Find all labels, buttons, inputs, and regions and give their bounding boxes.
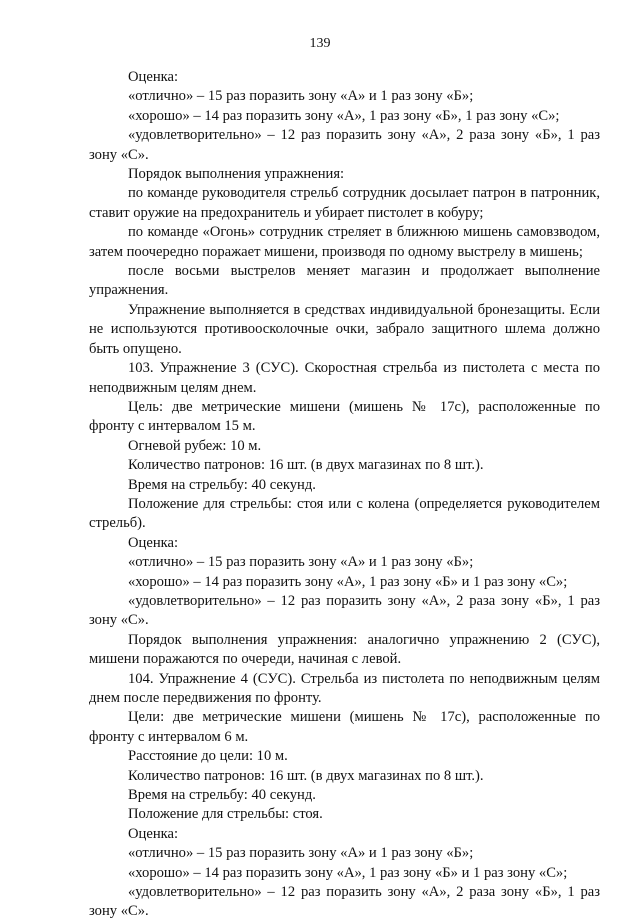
paragraph-scoring-heading: Оценка: xyxy=(128,534,179,551)
paragraph-targets: Цели: две метрические мишени (мишень № 17с), расположенные по фронту с интервалом 6 м. xyxy=(89,709,600,745)
paragraph-position: Положение для стрельбы: стоя или с колена (определяется руководителем стрельб). xyxy=(89,495,600,532)
paragraph-exercise-104: 104. Упражнение 4 (СУС). Стрельба из пистолета по неподвижным целям днем после передвижения по фронту. xyxy=(89,670,600,706)
paragraph-exercise-103: 103. Упражнение 3 (СУС). Скоростная стрельба из пистолета с места по неподвижным целям днем. xyxy=(89,360,600,396)
paragraph-scoring-heading: Оценка: xyxy=(128,69,179,85)
paragraph-procedure-step: по команде «Огонь» сотрудник стреляет в ближнюю мишень самовзводом, затем поочередно поражает мишени, производя по одному выстрелу в мишень; xyxy=(89,224,600,260)
paragraph-procedure-step: по команде руководителя стрельб сотрудник досылает патрон в патронник, ставит оружие на предохранитель и убирает пистолет в кобуру; xyxy=(89,185,600,221)
paragraph-procedure-heading: Порядок выполнения упражнения: xyxy=(128,166,345,183)
paragraph-ammo: Количество патронов: 16 шт. (в двух магазинах по 8 шт.). xyxy=(128,767,484,784)
paragraph-target: Цель: две метрические мишени (мишень № 17с), расположенные по фронту с интервалом 15 м. xyxy=(89,398,600,435)
paragraph-excellent: «отлично» – 15 раз поразить зону «А» и 1 раз зону «Б»; xyxy=(128,554,474,571)
paragraph-good: «хорошо» – 14 раз поразить зону «А», 1 раз зону «Б» и 1 раз зону «С»; xyxy=(128,573,568,590)
paragraph-good: «хорошо» – 14 раз поразить зону «А», 1 раз зону «Б» и 1 раз зону «С»; xyxy=(128,864,568,881)
paragraph-distance: Расстояние до цели: 10 м. xyxy=(128,748,288,765)
paragraph-position: Положение для стрельбы: стоя. xyxy=(128,806,323,823)
paragraph-ammo: Количество патронов: 16 шт. (в двух магазинах по 8 шт.). xyxy=(128,457,484,474)
paragraph-procedure: Порядок выполнения упражнения: аналогично упражнению 2 (СУС), мишени поражаются по очереди, начиная с левой. xyxy=(89,631,600,668)
paragraph-firing-line: Огневой рубеж: 10 м. xyxy=(128,437,262,454)
paragraph-time: Время на стрельбу: 40 секунд. xyxy=(128,787,316,804)
paragraph-excellent: «отлично» – 15 раз поразить зону «А» и 1 раз зону «Б»; xyxy=(128,88,474,105)
paragraph-good: «хорошо» – 14 раз поразить зону «А», 1 раз зону «Б», 1 раз зону «С»; xyxy=(128,107,560,124)
paragraph-protection-note: Упражнение выполняется в средствах индивидуальной бронезащиты. Если не используются противоосколочные очки, забрало защитного шлема должно быть опущено. xyxy=(89,301,600,357)
page-number: 139 xyxy=(309,36,331,51)
paragraph-satisfactory: «удовлетворительно» – 12 раз поразить зону «А», 2 раза зону «Б», 1 раз зону «С». xyxy=(89,884,600,920)
paragraph-satisfactory: «удовлетворительно» – 12 раз поразить зону «А», 2 раза зону «Б», 1 раз зону «С». xyxy=(89,127,600,163)
body-text xyxy=(89,68,600,922)
paragraph-scoring-heading: Оценка: xyxy=(128,825,179,842)
paragraph-procedure-step: после восьми выстрелов меняет магазин и продолжает выполнение упражнения. xyxy=(89,263,600,299)
paragraph-time: Время на стрельбу: 40 секунд. xyxy=(128,476,316,493)
paragraph-excellent: «отлично» – 15 раз поразить зону «А» и 1 раз зону «Б»; xyxy=(128,845,474,862)
paragraph-satisfactory: «удовлетворительно» – 12 раз поразить зону «А», 2 раза зону «Б», 1 раз зону «С». xyxy=(89,592,600,629)
